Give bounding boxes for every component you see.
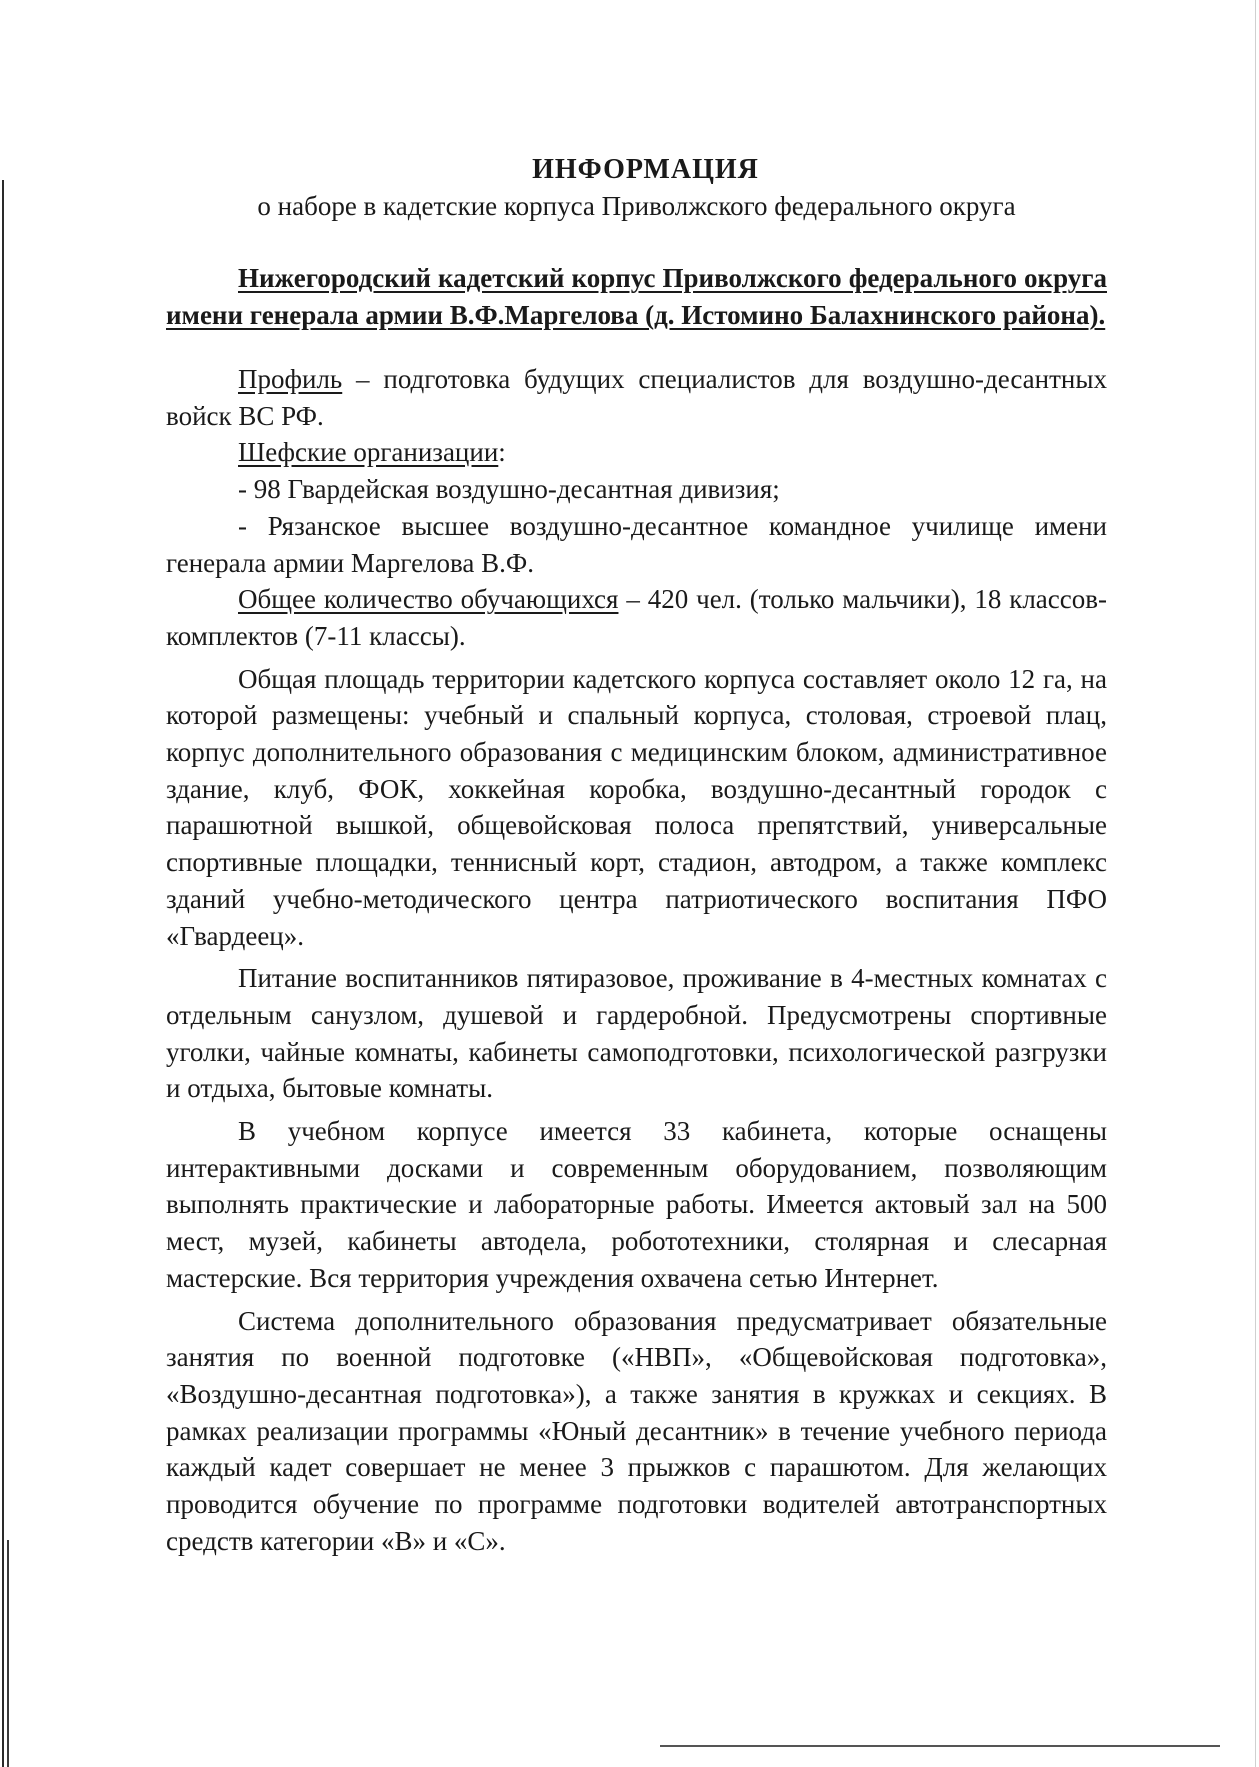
students-text: – 420 чел. (только мальчики), 18 классов-комплектов (7-11 классы). [166,584,1108,651]
profile-paragraph [166,361,1107,434]
sponsors-heading [166,434,1107,471]
sponsors-label: Шефские организации [238,437,499,468]
document-page [166,152,1107,1560]
document-subtitle: о наборе в кадетские корпуса Приволжского федерального округа [257,191,1016,221]
organization-name: Нижегородский кадетский корпус Приволжского федерального округа имени генерала армии В.Ф.Маргелова (д. Истомино Балахнинского района). [166,263,1107,330]
students-paragraph [166,581,1107,654]
scan-edge [7,1540,9,1767]
body-paragraph: Питание воспитанников пятиразовое, проживание в 4-местных комнатах с отдельным санузлом, душевой и гардеробной. Предусмотрены спортивные уголки, чайные комнаты, кабинеты самоподготовки, психологической разгрузки и отдыха, бытовые комнаты. [166,963,1107,1104]
body-paragraph: Общая площадь территории кадетского корпуса составляет около 12 га, на которой размещены: учебный и спальный корпуса, столовая, строевой плац, корпус дополнительного образования с медицинским блоком, административное здание, клуб, ФОК, хоккейная коробка, воздушно-десантный городок с парашютной вышкой, общевойсковая полоса препятствий, универсальные спортивные площадки, теннисный корт, стадион, автодром, а также комплекс зданий учебно-методического центра патриотического воспитания ПФО «Гвардеец». [166,663,1107,951]
sponsors-colon: : [498,437,506,468]
sponsor-item: - Рязанское высшее воздушно-десантное командное училище имени генерала армии Маргелова В.Ф. [166,510,1107,578]
scan-edge [2,180,4,1767]
sponsor-item: - 98 Гвардейская воздушно-десантная дивизия; [238,474,780,505]
students-label: Общее количество обучающихся [238,584,619,615]
scan-edge [660,1745,1220,1747]
scan-edge [1255,0,1256,1767]
document-title: ИНФОРМАЦИЯ [532,154,759,185]
body-paragraph: Система дополнительного образования предусматривает обязательные занятия по военной подготовке («НВП», «Общевойсковая подготовка», «Воздушно-десантная подготовка»), а также занятия в кружках и секциях. В рамках реализации программы «Юный десантник» в течение учебного периода каждый кадет совершает не менее 3 прыжков с парашютом. Для желающих проводится обучение по программе подготовки водителей автотранспортных средств категории «В» и «С». [166,1305,1107,1556]
profile-text: – подготовка будущих специалистов для воздушно-десантных войск ВС РФ. [166,364,1107,431]
profile-label: Профиль [238,364,343,394]
body-paragraph: В учебном корпусе имеется 33 кабинета, которые оснащены интерактивными досками и современным оборудованием, позволяющим выполнять практические и лабораторные работы. Имеется актовый зал на 500 мест, музей, кабинеты автодела, робототехники, столярная и слесарная мастерские. Вся территория учреждения охвачена сетью Интернет. [166,1116,1107,1293]
